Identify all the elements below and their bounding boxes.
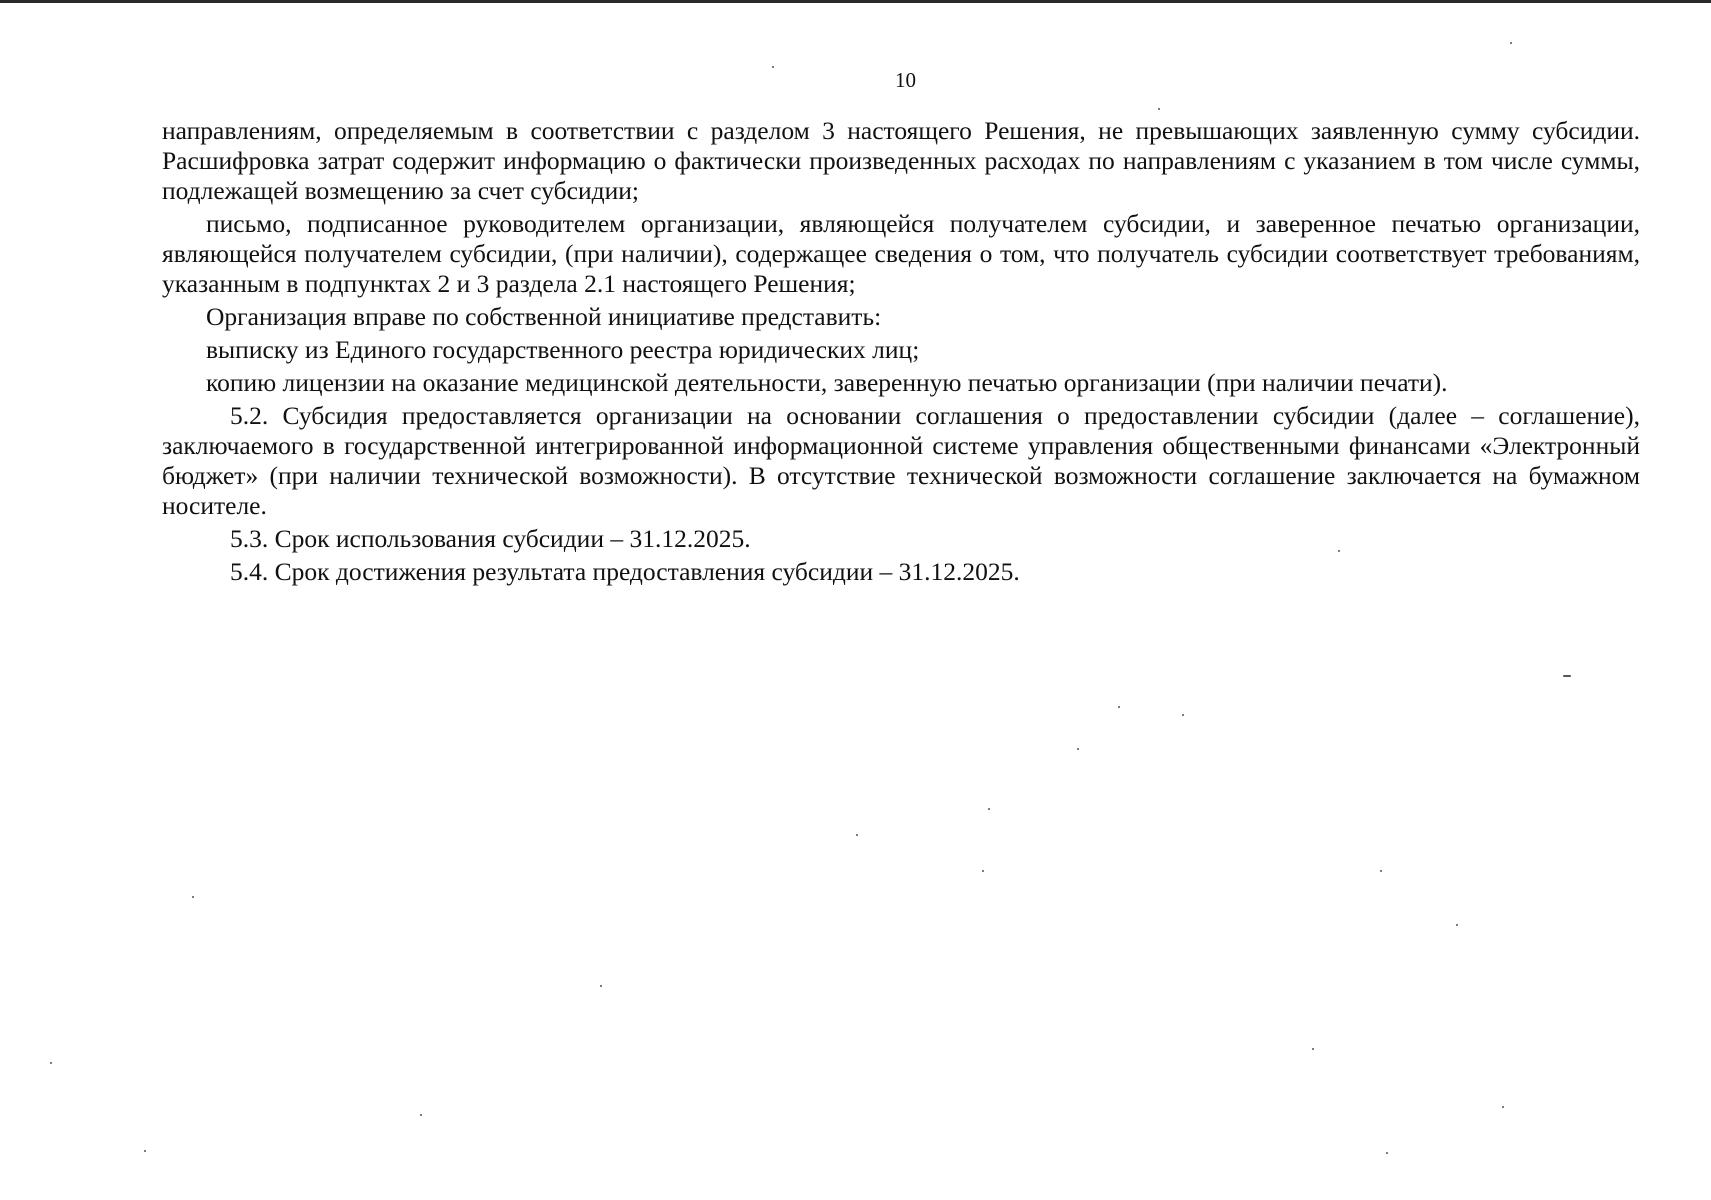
scan-speck bbox=[982, 870, 984, 872]
scan-speck bbox=[600, 985, 602, 987]
scan-speck bbox=[1563, 675, 1571, 677]
paragraph-5-4-result-term: 5.4. Срок достижения результата предоставления субсидии – 31.12.2025. bbox=[230, 557, 1020, 586]
scan-speck bbox=[192, 896, 194, 898]
scan-speck bbox=[772, 66, 774, 68]
scan-speck bbox=[420, 1114, 422, 1116]
scan-speck bbox=[1386, 1152, 1388, 1154]
scan-speck bbox=[1510, 42, 1512, 44]
paragraph-signed-letter: письмо, подписанное руководителем организации, являющейся получателем субсидии, и заверенное печатью организации, являющейся получателем субсидии, (при наличии), содержащее сведения о том, что получатель субсидии соответствует требованиям, указанным в подпунктах 2 и 3 раздела 2.1 настоящего Решения; bbox=[162, 209, 1640, 298]
scan-speck bbox=[1380, 870, 1382, 872]
scan-speck bbox=[1338, 550, 1340, 552]
paragraph-5-3-usage-term: 5.3. Срок использования субсидии – 31.12.2025. bbox=[230, 524, 751, 553]
scan-speck bbox=[144, 1150, 146, 1152]
scan-speck bbox=[1077, 748, 1079, 750]
page-number: 10 bbox=[895, 68, 916, 92]
paragraph-organization-may-submit: Организация вправе по собственной инициативе представить: bbox=[206, 302, 882, 331]
scan-speck bbox=[988, 808, 990, 810]
scan-speck bbox=[1118, 706, 1120, 708]
scan-speck bbox=[1312, 1048, 1314, 1050]
scan-top-edge bbox=[0, 0, 1711, 3]
paragraph-5-2-agreement: 5.2. Субсидия предоставляется организации на основании соглашения о предоставлении субсидии (далее – соглашение), заключаемого в государственной интегрированной информационной системе управления общественными финансами «Электронный бюджет» (при наличии технической возможности). В отсутствие технической возможности соглашение заключается на бумажном носителе. bbox=[162, 401, 1640, 520]
scan-speck bbox=[50, 1062, 52, 1064]
scan-speck bbox=[1158, 108, 1160, 110]
paragraph-expense-breakdown: направлениям, определяемым в соответствии с разделом 3 настоящего Решения, не превышающих заявленную сумму субсидии. Расшифровка затрат содержит информацию о фактически произведенных расходах по направлениям с указанием в том числе суммы, подлежащей возмещению за счет субсидии; bbox=[162, 116, 1640, 205]
paragraph-registry-extract: выписку из Единого государственного реестра юридических лиц; bbox=[206, 335, 920, 364]
scan-speck bbox=[1502, 1106, 1504, 1108]
paragraph-license-copy: копию лицензии на оказание медицинской деятельности, заверенную печатью организации (при наличии печати). bbox=[206, 368, 1448, 397]
scan-speck bbox=[1182, 714, 1184, 716]
scan-speck bbox=[1456, 924, 1458, 926]
document-body bbox=[162, 116, 1640, 590]
scan-speck bbox=[856, 834, 858, 836]
